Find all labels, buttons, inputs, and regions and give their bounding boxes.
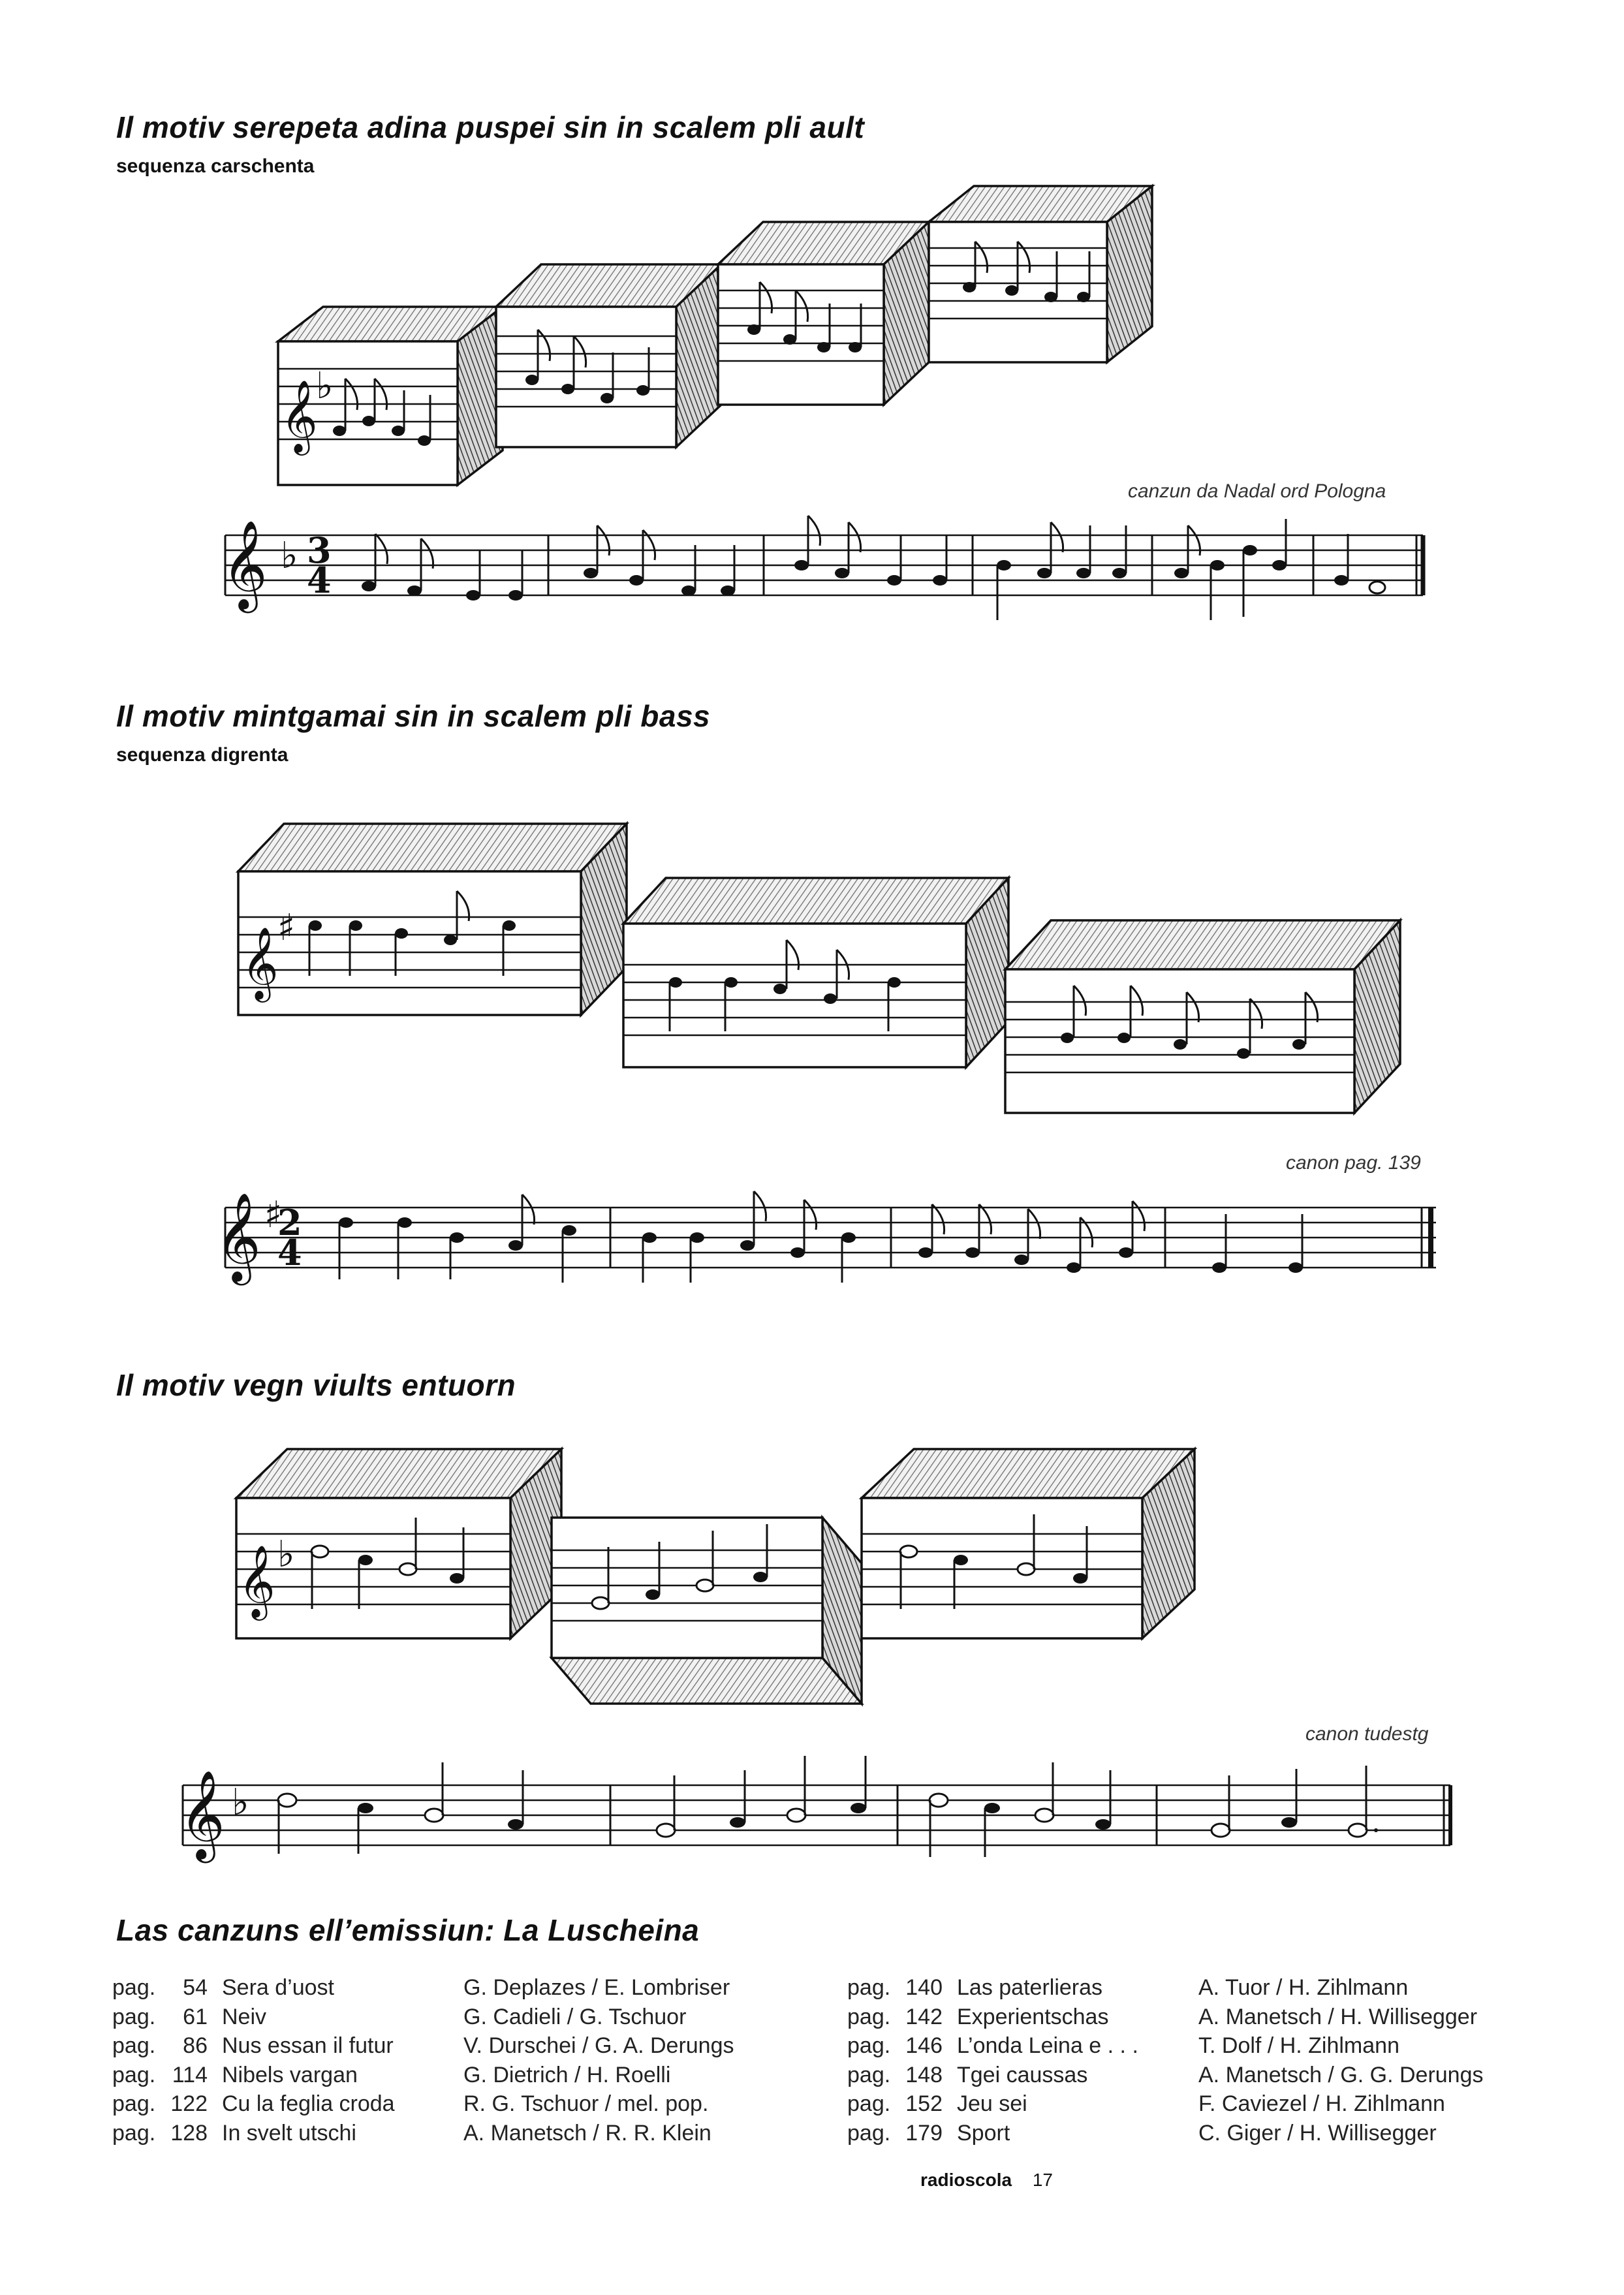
sequence-box-5 xyxy=(238,824,627,1015)
melody-staff-2 xyxy=(215,1191,1436,1285)
sequence-box-6 xyxy=(623,878,1008,1067)
section-2-heading: Il motiv mintgamai sin in scalem pli bass xyxy=(116,699,711,733)
song-row: pag. 152 Jeu sei F. Caviezel / H. Zihlmann xyxy=(847,2091,1445,2116)
song-row: pag. 179 Sport C. Giger / H. Willisegger xyxy=(847,2120,1437,2146)
song-row: pag. 142 Experientschas A. Manetsch / H. Willisegger xyxy=(847,2004,1478,2029)
svg-text:♯: ♯ xyxy=(264,1194,283,1236)
descending-sequence-boxes xyxy=(238,824,1400,1113)
sequence-box-8 xyxy=(236,1449,561,1638)
sequence-box-4 xyxy=(929,186,1152,362)
song-list-right xyxy=(847,1973,1484,2147)
svg-text:♭: ♭ xyxy=(277,1533,295,1576)
song-row: pag. 54 Sera d’uost G. Deplazes / E. Lombriser xyxy=(112,1975,730,2000)
section-1-heading: Il motiv serepeta adina puspei sin in scalem pli ault xyxy=(116,110,865,144)
inverted-sequence-boxes xyxy=(236,1449,1195,1704)
svg-text:𝄞: 𝄞 xyxy=(180,1769,225,1859)
svg-text:♭: ♭ xyxy=(232,1781,249,1824)
melody-staff-3 xyxy=(180,1756,1450,1863)
section-3-heading: Il motiv vegn viults entuorn xyxy=(116,1368,516,1402)
treble-clef: 𝄞 xyxy=(281,379,318,452)
song-row: pag. 128 In svelt utschi A. Manetsch / R. R. Klein xyxy=(112,2120,711,2146)
svg-text:3: 3 xyxy=(307,529,332,571)
section-1-caption: canzun da Nadal ord Pologna xyxy=(1128,480,1386,502)
svg-text:4: 4 xyxy=(277,1232,302,1273)
sequence-box-1 xyxy=(278,307,503,485)
section-1-subheading: sequenza carschenta xyxy=(116,155,315,177)
song-row: pag. 148 Tgei caussas A. Manetsch / G. G. Derungs xyxy=(847,2062,1484,2087)
sequence-box-10 xyxy=(862,1449,1195,1638)
svg-text:4: 4 xyxy=(307,559,332,601)
song-list-left xyxy=(112,1973,734,2147)
svg-text:𝄞: 𝄞 xyxy=(222,519,268,609)
svg-text:♭: ♭ xyxy=(316,365,334,407)
song-row: pag. 122 Cu la feglia croda R. G. Tschuor / mel. pop. xyxy=(112,2091,709,2116)
song-row: pag. 146 L’onda Leina e . . . T. Dolf / H. Zihlmann xyxy=(847,2033,1399,2058)
page-footer xyxy=(920,2170,1053,2191)
sequence-box-3 xyxy=(718,222,929,405)
song-row: pag. 86 Nus essan il futur V. Durschei / G. A. Derungs xyxy=(112,2033,734,2058)
song-row: pag. 140 Las paterlieras A. Tuor / H. Zihlmann xyxy=(847,1975,1409,2000)
section-2-caption: canon pag. 139 xyxy=(1286,1152,1421,1174)
section-2-subheading: sequenza digrenta xyxy=(116,744,289,766)
svg-text:𝄞: 𝄞 xyxy=(242,926,279,999)
song-row: pag. 61 Neiv G. Cadieli / G. Tschuor xyxy=(112,2004,687,2029)
svg-text:♯: ♯ xyxy=(277,907,296,949)
sequence-box-2 xyxy=(496,264,721,447)
page-number: 17 xyxy=(1032,2170,1053,2190)
svg-text:𝄞: 𝄞 xyxy=(215,1191,261,1281)
svg-text:2: 2 xyxy=(277,1202,302,1243)
song-row: pag. 114 Nibels vargan G. Dietrich / H. Roelli xyxy=(112,2062,671,2087)
sequence-box-7 xyxy=(1005,920,1400,1113)
svg-text:♭: ♭ xyxy=(281,535,298,577)
sequence-box-9 xyxy=(552,1518,862,1704)
section-3-caption: canon tudestg xyxy=(1305,1723,1429,1745)
svg-text:𝄞: 𝄞 xyxy=(238,1544,275,1617)
songs-heading: Las canzuns ell’emissiun: La Luscheina xyxy=(116,1913,700,1947)
publication-name: radioscola xyxy=(920,2170,1012,2190)
melody-staff-1 xyxy=(222,516,1423,620)
